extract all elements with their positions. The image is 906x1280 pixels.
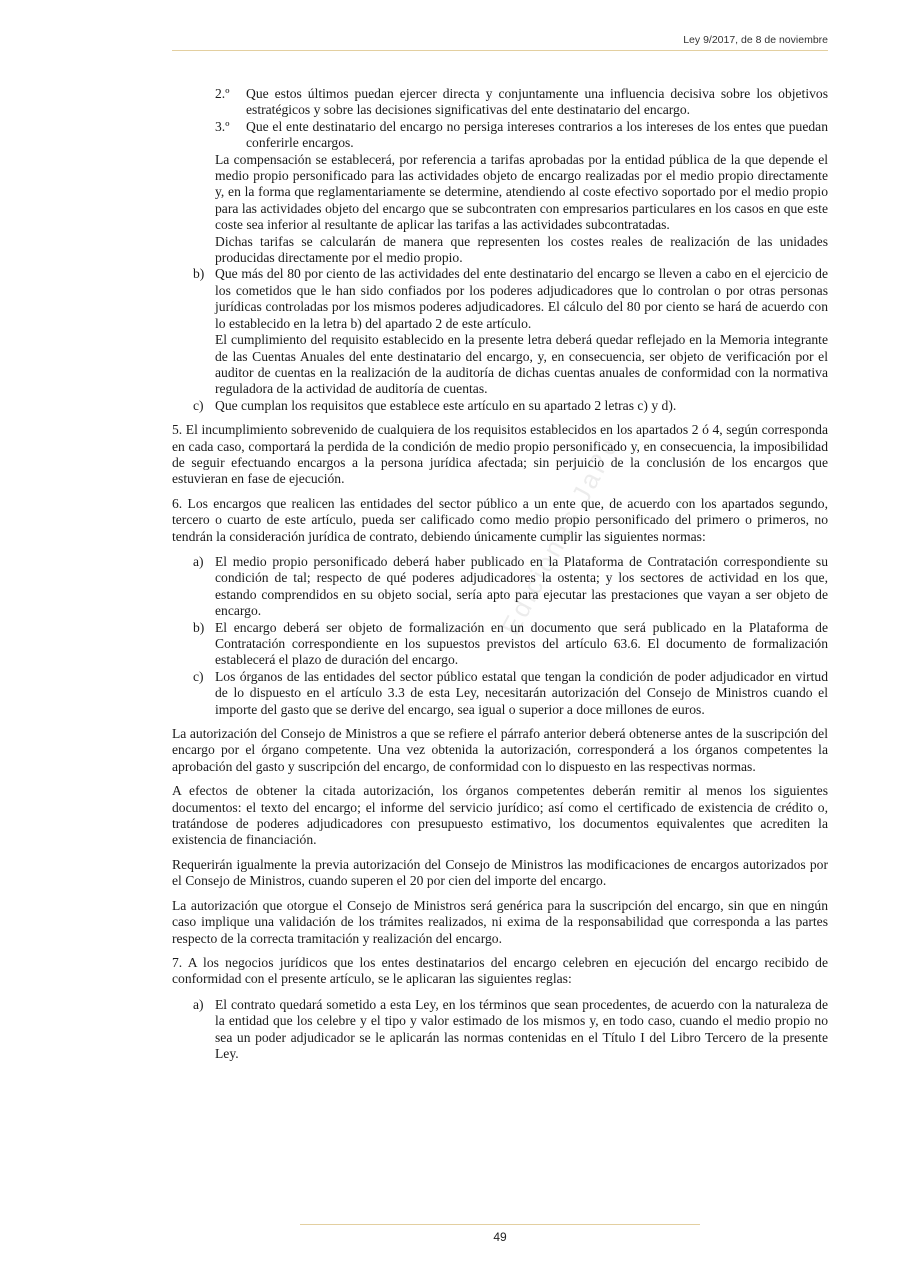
list-item-label: c) — [193, 668, 204, 684]
section-7-list — [172, 997, 828, 1063]
list-item — [193, 266, 828, 332]
authorization-paragraph: La autorización del Consejo de Ministros a que se refiere el párrafo anterior deberá obtenerse antes de la suscripción del encargo por el órgano competente. Una vez obtenida la autorización, corresponderá a los órganos competentes la aprobación del gasto y suscripción del encargo, de conformidad con lo dispuesto en las respectivas normas. — [172, 726, 828, 774]
list-item-label: 3.º — [215, 118, 230, 134]
document-body — [172, 86, 828, 1062]
tariffs-paragraph: Dichas tarifas se calcularán de manera que representen los costes reales de realización de las unidades producidas directamente por el medio propio. — [215, 233, 828, 266]
list-item — [193, 620, 828, 669]
list-item-text: El medio propio personificado deberá haber publicado en la Plataforma de Contratación correspondiente su condición de tal; respecto de qué poderes adjudicadores la ostenta; y los sectores de actividad en los que, estando comprendidos en su objeto social, sería apto para ejecutar las prestaciones que vayan a ser objeto de encargo. — [215, 553, 828, 619]
list-item-label: c) — [193, 397, 204, 413]
list-item-label: a) — [193, 553, 204, 569]
header-divider — [172, 50, 828, 51]
list-item-label: 2.º — [215, 86, 230, 101]
section-7-paragraph: 7. A los negocios jurídicos que los entes destinatarios del encargo celebren en ejecución del encargo recibido de conformidad con el presente artículo, se le aplicaran las siguientes reglas: — [172, 954, 828, 987]
compensation-paragraph: La compensación se establecerá, por referencia a tarifas aprobadas por la entidad pública de la que depende el medio propio personificado para las actividades objeto de encargo realizadas por el medio propio directamente y, en la forma que reglamentariamente se determine, atendiendo al coste efectivo soportado por el medio propio para las actividades objeto del encargo que se subcontraten con empresarios particulares en los casos en que este coste sea inferior al resultante de aplicar las tarifas a las actividades subcontratadas. — [215, 151, 828, 233]
list-item — [215, 119, 828, 152]
documents-paragraph: A efectos de obtener la citada autorización, los órganos competentes deberán remitir al menos los siguientes documentos: el texto del encargo; el informe del servicio jurídico; así como el certificado de existencia de crédito o, tratándose de poderes adjudicadores con presupuesto estimativo, los documentos equivalentes que acrediten la existencia de financiación. — [172, 783, 828, 848]
section-6-paragraph: 6. Los encargos que realicen las entidades del sector público a un ente que, de acuerdo con los apartados segundo, tercero o cuarto de este artículo, pueda ser calificado como medio propio personificado del primero o primeros, no tendrán la consideración jurídica de contrato, debiendo únicamente cumplir las siguientes normas: — [172, 495, 828, 544]
compliance-paragraph: El cumplimiento del requisito establecido en la presente letra deberá quedar reflejado en la Memoria integrante de las Cuentas Anuales del ente destinatario del encargo, y, en consecuencia, ser objeto de verificación por el auditor de cuentas en la realización de la auditoría de dichas cuentas anuales de conformidad con la normativa reguladora de la actividad de auditoría de cuentas. — [215, 332, 828, 397]
list-item-text: Que cumplan los requisitos que establece este artículo en su apartado 2 letras c) y d). — [215, 397, 677, 413]
list-item-text: Que estos últimos puedan ejercer directa y conjuntamente una influencia decisiva sobre los objetivos estratégicos y sobre las decisiones significativas del ente destinatario del encargo. — [246, 86, 828, 118]
list-item — [215, 86, 828, 119]
list-item-text: Que más del 80 por ciento de las actividades del ente destinatario del encargo se lleven a cabo en el ejercicio de los cometidos que le han sido confiados por los poderes adjudicadores que lo controlan o por otras personas jurídicas controladas por los mismos poderes adjudicadores. El cálculo del 80 por ciento se hará de acuerdo con lo establecido en la letra b) del apartado 2 de este artículo. — [215, 266, 828, 331]
section-5-paragraph: 5. El incumplimiento sobrevenido de cualquiera de los requisitos establecidos en los apartados 2 ó 4, según corresponda en cada caso, comportará la perdida de la condición de medio propio personificado y, en consecuencia, la imposibilidad de seguir efectuando encargos a la persona jurídica afectada; sin perjuicio de la conclusión de los encargos que estuvieran en fase de ejecución. — [172, 422, 828, 487]
list-item-text: El encargo deberá ser objeto de formalización en un documento que será publicado en la Plataforma de Contratación correspondiente en los supuestos previstos del artículo 63.6. El documento de formalización establecerá el plazo de duración del encargo. — [215, 619, 828, 668]
generic-authorization-paragraph: La autorización que otorgue el Consejo de Ministros será genérica para la suscripción del encargo, sin que en ningún caso implique una validación de los trámites realizados, ni exima de la responsabilidad que corresponda a las partes respecto de la correcta tramitación y realización del encargo. — [172, 897, 828, 946]
section-6-list — [172, 554, 828, 718]
page-number: 49 — [493, 1230, 507, 1244]
watermark: Ediciones JaPe — [494, 430, 626, 640]
list-item-label: b) — [193, 266, 205, 282]
list-item — [193, 398, 828, 414]
running-header: Ley 9/2017, de 8 de noviembre — [683, 34, 828, 46]
list-item — [193, 997, 828, 1063]
list-item-text: Que el ente destinatario del encargo no persiga intereses contrarios a los intereses de los entes que puedan conferirle encargos. — [246, 118, 828, 151]
list-item-label: b) — [193, 619, 205, 635]
modifications-paragraph: Requerirán igualmente la previa autorización del Consejo de Ministros las modificaciones de encargos autorizados por el Consejo de Ministros, cuando superen el 20 por cien del importe del encargo. — [172, 856, 828, 889]
list-item — [193, 554, 828, 620]
list-item-text: Los órganos de las entidades del sector público estatal que tengan la condición de poder adjudicador en virtud de lo dispuesto en el artículo 3.3 de esta Ley, necesitarán autorización del Consejo de Ministros cuando el importe del gasto que se derive del encargo, sea igual o superior a doce millones de euros. — [215, 668, 828, 717]
footer-divider — [300, 1224, 700, 1225]
list-item — [193, 669, 828, 718]
list-item-text: El contrato quedará sometido a esta Ley, en los términos que sean procedentes, de acuerdo con la naturaleza de la entidad que los celebre y el tipo y valor estimado de los mismos y, en todo caso, cuando el medio propio no sea un poder adjudicador se le aplicarán las normas contenidas en el Título I del Libro Tercero de la presente Ley. — [215, 996, 828, 1061]
list-item-label: a) — [193, 996, 204, 1012]
